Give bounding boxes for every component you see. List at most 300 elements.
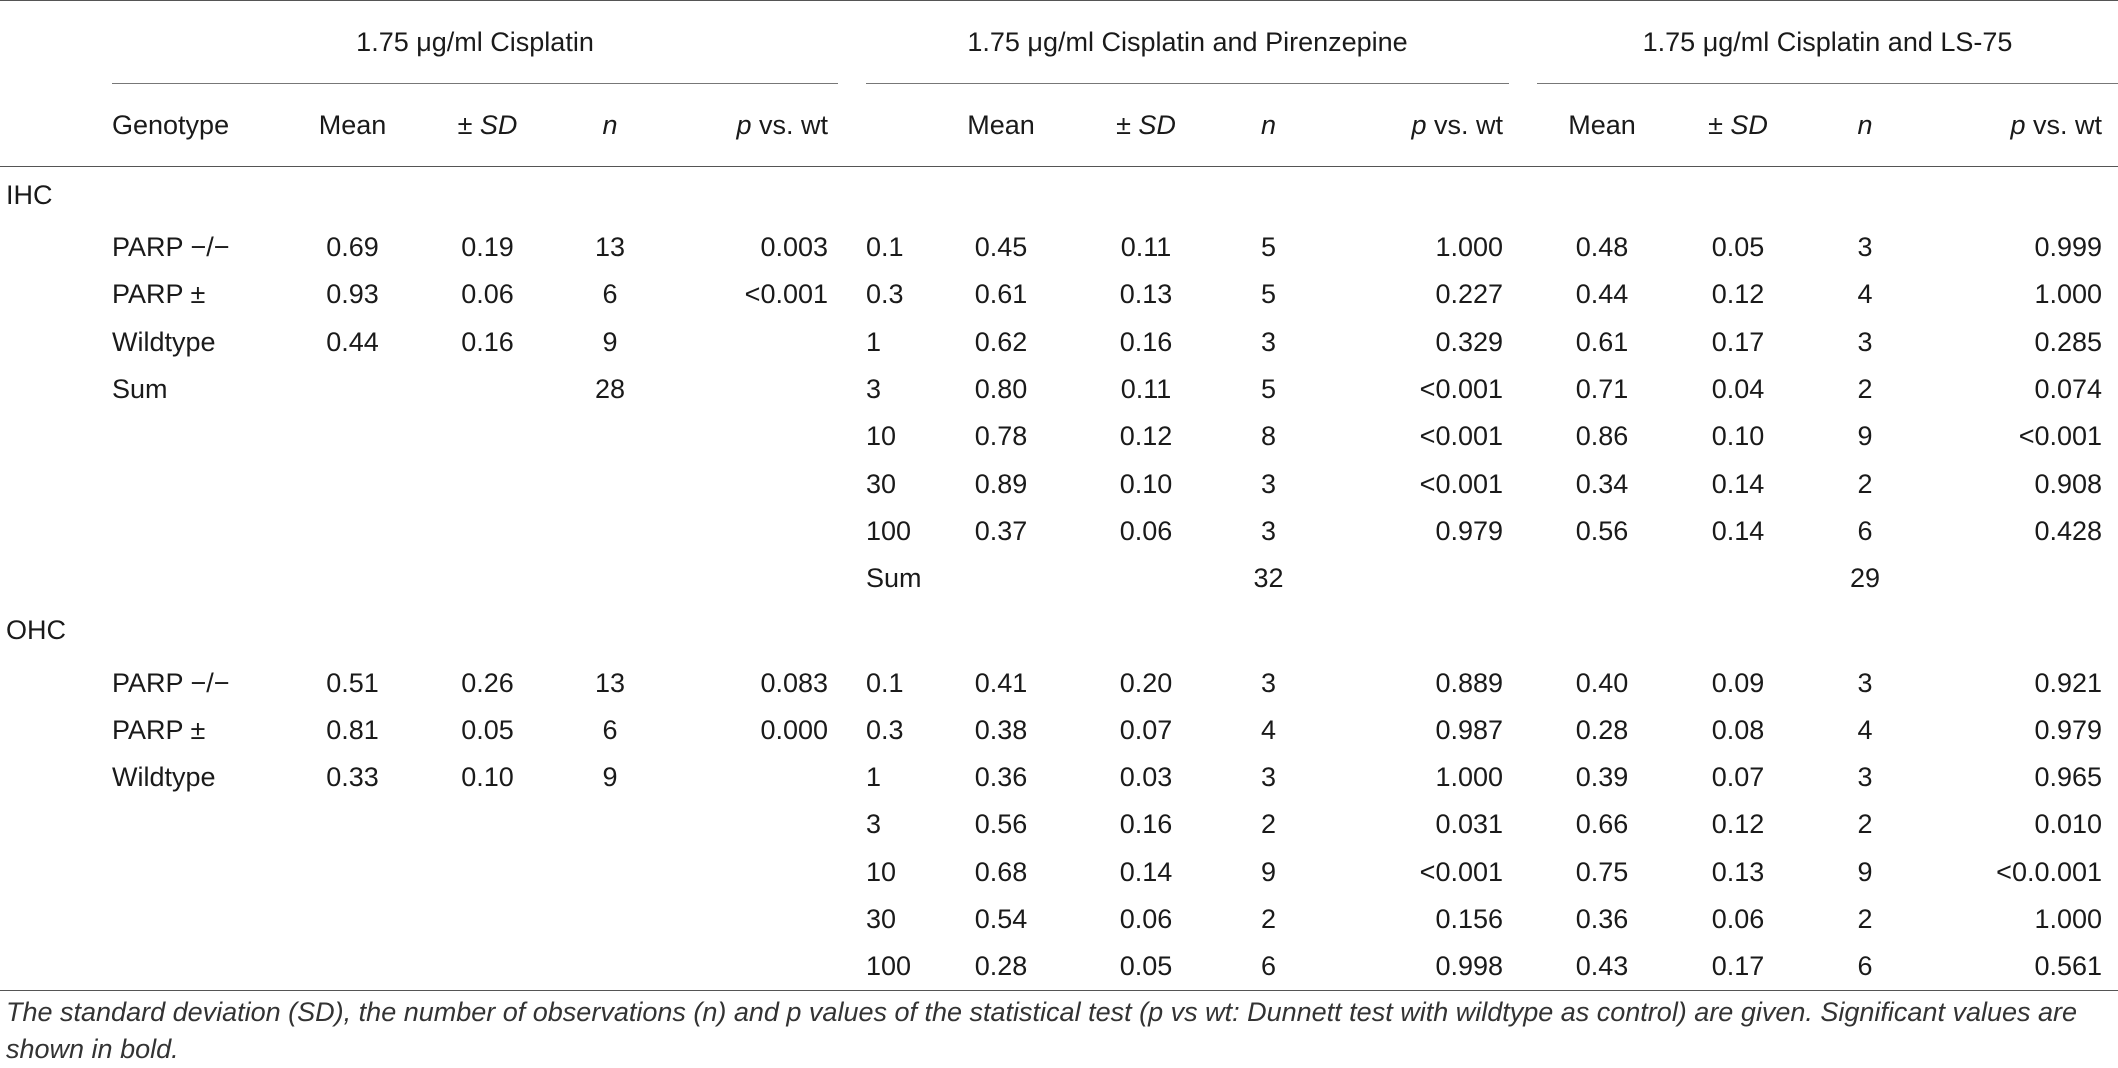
- mean-cell: [290, 460, 415, 507]
- column-gap: [1509, 943, 1537, 991]
- sd-cell: [415, 508, 560, 555]
- ls75-mean-cell: 0.71: [1575, 374, 1629, 405]
- genotype-cell: [112, 555, 290, 602]
- pirenzepine-sd-cell: 0.06: [1119, 904, 1173, 934]
- column-gap: [838, 271, 866, 318]
- pirenzepine-p-value-cell: 0.329: [1435, 326, 1504, 357]
- column-gap: [1509, 224, 1537, 271]
- column-gap: [838, 555, 866, 602]
- mean-cell: 0.81: [326, 714, 379, 745]
- header-vs-wt: vs. wt: [1434, 109, 1504, 140]
- ls75-n-cell: 3: [1857, 762, 1873, 793]
- pirenzepine-sd-cell: 0.14: [1119, 856, 1173, 887]
- concentration-cell: 0.1: [866, 232, 904, 263]
- pirenzepine-sd-cell: 0.11: [1120, 232, 1172, 263]
- row-indent: [0, 508, 112, 555]
- n-cell: 13: [594, 232, 626, 263]
- pirenzepine-n-cell: 5: [1261, 232, 1277, 263]
- pirenzepine-n-cell: 3: [1261, 515, 1277, 546]
- genotype-cell: [112, 801, 290, 848]
- concentration-cell: 0.3: [866, 714, 904, 745]
- p-value-cell: [660, 366, 838, 413]
- header-p-letter: p: [736, 109, 752, 140]
- ls75-sd-cell: 0.12: [1711, 279, 1765, 310]
- ls75-mean-cell: 0.75: [1575, 856, 1629, 887]
- genotype-cell: [112, 943, 290, 991]
- table-row: [0, 271, 2118, 318]
- sd-cell: 0.26: [461, 667, 514, 698]
- column-gap: [1509, 659, 1537, 706]
- n-cell: [560, 413, 660, 460]
- pirenzepine-sd-cell: 0.20: [1119, 667, 1173, 698]
- ls75-mean-cell: 0.66: [1575, 809, 1629, 840]
- ls75-mean-cell: 0.86: [1575, 421, 1629, 452]
- table-row: [0, 508, 2118, 555]
- ls75-n-cell: 2: [1857, 374, 1873, 405]
- pirenzepine-p-value-cell: 0.889: [1435, 667, 1504, 698]
- pirenzepine-sd-cell: 0.06: [1119, 515, 1173, 546]
- genotype-cell: [112, 460, 290, 507]
- ls75-n-cell: 3: [1857, 232, 1873, 263]
- column-gap: [1509, 271, 1537, 318]
- header-n: n: [1261, 109, 1277, 140]
- concentration-cell: 1: [866, 326, 882, 357]
- row-indent: [0, 319, 112, 366]
- column-gap: [838, 224, 866, 271]
- pirenzepine-mean-cell: 0.38: [974, 714, 1028, 745]
- header-n: n: [602, 109, 618, 140]
- genotype-cell: PARP −/−: [112, 232, 230, 263]
- empty-header-cell: [0, 84, 112, 167]
- concentration-cell: 30: [866, 904, 897, 934]
- pirenzepine-n-cell: 8: [1261, 421, 1277, 452]
- ls75-mean-cell: 0.39: [1575, 762, 1629, 793]
- sd-cell: [415, 366, 560, 413]
- table-row: [0, 460, 2118, 507]
- header-sd-prefix: ±: [1708, 109, 1723, 140]
- genotype-cell: PARP ±: [112, 279, 206, 310]
- sd-cell: 0.05: [461, 714, 514, 745]
- pirenzepine-n-cell: 2: [1261, 809, 1277, 840]
- mean-cell: [290, 508, 415, 555]
- sd-cell: 0.10: [461, 762, 514, 793]
- column-gap: [838, 754, 866, 801]
- table-row: [0, 707, 2118, 754]
- header-p: [1321, 84, 1509, 167]
- pirenzepine-sd-cell: 0.07: [1119, 714, 1173, 745]
- pirenzepine-n-cell: 2: [1261, 904, 1277, 934]
- ls75-p-value-cell: 0.979: [2034, 714, 2103, 745]
- pirenzepine-mean-cell: 0.62: [974, 326, 1028, 357]
- p-value-cell: [660, 508, 838, 555]
- ls75-p-value-cell: 0.999: [2034, 232, 2103, 263]
- ls75-sd-cell: 0.05: [1711, 232, 1765, 263]
- pirenzepine-p-value-cell: 0.998: [1321, 943, 1509, 991]
- header-mean: Mean: [1568, 109, 1636, 140]
- pirenzepine-p-value-cell: <0.001: [1419, 421, 1504, 452]
- ls75-mean-cell: [1537, 555, 1667, 602]
- concentration-cell: 100: [866, 943, 926, 991]
- group-gap: [838, 1, 866, 84]
- p-value-cell: [660, 801, 838, 848]
- pirenzepine-mean-cell: 0.28: [926, 943, 1076, 991]
- p-value-cell: [660, 460, 838, 507]
- genotype-cell: [112, 508, 290, 555]
- mean-cell: 0.51: [326, 667, 379, 698]
- p-value-cell: 0.003: [760, 232, 829, 263]
- n-cell: [560, 508, 660, 555]
- n-cell: [560, 555, 660, 602]
- header-p: [660, 84, 838, 167]
- concentration-cell: Sum: [866, 563, 922, 594]
- pirenzepine-p-value-cell: <0.001: [1419, 856, 1504, 887]
- section-label: IHC: [6, 180, 53, 210]
- n-cell: [560, 460, 660, 507]
- mean-cell: [290, 413, 415, 460]
- column-gap: [1509, 896, 1537, 943]
- column-gap: [1509, 413, 1537, 460]
- n-cell: 6: [602, 279, 618, 310]
- ls75-sd-cell: 0.06: [1711, 904, 1765, 934]
- ls75-sd-cell: 0.12: [1711, 809, 1765, 840]
- concentration-cell: 1: [866, 762, 882, 793]
- pirenzepine-n-cell: 9: [1261, 856, 1277, 887]
- section-row-ihc: [0, 167, 2118, 225]
- pirenzepine-n-cell: 3: [1261, 468, 1277, 499]
- header-mean: Mean: [967, 109, 1035, 140]
- ls75-sd-cell: 0.17: [1711, 326, 1765, 357]
- ls75-n-cell: 3: [1857, 326, 1873, 357]
- row-indent: [0, 366, 112, 413]
- sd-cell: [415, 849, 560, 896]
- row-indent: [0, 555, 112, 602]
- header-sd-label: SD: [1730, 109, 1768, 140]
- header-sd: [415, 84, 560, 167]
- concentration-cell: 3: [866, 809, 882, 840]
- ls75-sd-cell: 0.07: [1711, 762, 1765, 793]
- ls75-n-cell: 2: [1857, 468, 1873, 499]
- n-cell: [560, 896, 660, 943]
- column-gap: [1509, 508, 1537, 555]
- ls75-n-cell: 3: [1857, 667, 1873, 698]
- column-gap: [838, 707, 866, 754]
- n-cell: [560, 801, 660, 848]
- ls75-n-cell: 2: [1857, 904, 1873, 934]
- pirenzepine-p-value-cell: <0.001: [1419, 468, 1504, 499]
- sd-cell: [415, 896, 560, 943]
- mean-cell: [290, 896, 415, 943]
- mean-cell: 0.44: [326, 326, 379, 357]
- pirenzepine-mean-cell: 0.61: [974, 279, 1028, 310]
- p-value-cell: 0.083: [760, 667, 829, 698]
- pirenzepine-mean-cell: 0.68: [974, 856, 1028, 887]
- mean-cell: [290, 943, 415, 991]
- header-gap: [1509, 84, 1537, 167]
- pirenzepine-sd-cell: [1076, 555, 1216, 602]
- genotype-cell: Sum: [112, 374, 168, 405]
- column-gap: [838, 460, 866, 507]
- ls75-sd-cell: 0.14: [1711, 515, 1765, 546]
- concentration-cell: 3: [866, 374, 882, 405]
- sd-cell: [415, 413, 560, 460]
- pirenzepine-sd-cell: 0.12: [1119, 421, 1173, 452]
- header-p-letter: p: [1411, 109, 1427, 140]
- header-sd-label: SD: [479, 109, 518, 140]
- mean-cell: 0.93: [326, 279, 379, 310]
- column-gap: [1509, 801, 1537, 848]
- header-sd: [1076, 84, 1216, 167]
- column-header-row: [0, 84, 2118, 167]
- p-value-cell: [660, 896, 838, 943]
- concentration-cell: 0.1: [866, 667, 904, 698]
- mean-cell: 0.33: [326, 762, 379, 793]
- ls75-n-cell: 6: [1857, 515, 1873, 546]
- ls75-p-value-cell: 0.074: [2034, 374, 2103, 405]
- ls75-sd-cell: 0.17: [1667, 943, 1809, 991]
- header-sd-prefix: ±: [457, 109, 473, 140]
- n-cell: 28: [594, 374, 626, 405]
- ls75-n-cell: 4: [1857, 714, 1873, 745]
- n-cell: 13: [594, 667, 626, 698]
- header-gap: [838, 84, 866, 167]
- ls75-sd-cell: 0.10: [1711, 421, 1765, 452]
- ls75-n-cell: 4: [1857, 279, 1873, 310]
- table-row: [0, 319, 2118, 366]
- header-p: [1921, 84, 2118, 167]
- column-gap: [838, 801, 866, 848]
- genotype-cell: [112, 896, 290, 943]
- ls75-mean-cell: 0.61: [1575, 326, 1629, 357]
- column-gap: [1509, 555, 1537, 602]
- ls75-sd-cell: 0.14: [1711, 468, 1765, 499]
- column-gap: [838, 366, 866, 413]
- column-gap: [838, 413, 866, 460]
- row-indent: [0, 707, 112, 754]
- ls75-sd-cell: 0.09: [1711, 667, 1765, 698]
- column-gap: [838, 319, 866, 366]
- pirenzepine-mean-cell: 0.89: [974, 468, 1028, 499]
- column-gap: [1509, 460, 1537, 507]
- p-value-cell: [660, 319, 838, 366]
- pirenzepine-mean-cell: 0.54: [974, 904, 1028, 934]
- mean-cell: [290, 849, 415, 896]
- ls75-mean-cell: 0.43: [1537, 943, 1667, 991]
- ls75-p-value-cell: 1.000: [2034, 904, 2103, 934]
- n-cell: 9: [602, 762, 618, 793]
- column-gap: [838, 659, 866, 706]
- header-conc-empty: [866, 84, 926, 167]
- ls75-sd-cell: [1667, 555, 1809, 602]
- ls75-n-cell: 2: [1857, 809, 1873, 840]
- p-value-cell: [660, 849, 838, 896]
- row-indent: [0, 413, 112, 460]
- pirenzepine-mean-cell: 0.45: [974, 232, 1028, 263]
- pirenzepine-mean-cell: 0.78: [974, 421, 1028, 452]
- ls75-p-value-cell: 0.908: [2034, 468, 2103, 499]
- ls75-mean-cell: 0.40: [1575, 667, 1629, 698]
- genotype-cell: [112, 849, 290, 896]
- pirenzepine-sd-cell: 0.16: [1119, 326, 1173, 357]
- n-cell: [560, 849, 660, 896]
- genotype-cell: Wildtype: [112, 762, 216, 793]
- header-sd-label: SD: [1138, 109, 1176, 140]
- mean-cell: [290, 555, 415, 602]
- p-value-cell: [660, 413, 838, 460]
- pirenzepine-n-cell: 3: [1261, 326, 1277, 357]
- pirenzepine-p-value-cell: 1.000: [1435, 232, 1504, 263]
- row-indent: [0, 849, 112, 896]
- group-header-pirenzepine: 1.75 μg/ml Cisplatin and Pirenzepine: [866, 1, 1509, 84]
- p-value-cell: [660, 754, 838, 801]
- group-header-ls75: 1.75 μg/ml Cisplatin and LS-75: [1537, 1, 2118, 84]
- table-row: [0, 659, 2118, 706]
- section-row-ohc: [0, 602, 2118, 659]
- column-gap: [1509, 754, 1537, 801]
- pirenzepine-p-value-cell: 0.987: [1435, 714, 1504, 745]
- ls75-n-cell: 9: [1857, 856, 1873, 887]
- header-sd: [1667, 84, 1809, 167]
- ls75-p-value-cell: <0.0.001: [1996, 856, 2103, 887]
- header-n: n: [1857, 109, 1873, 140]
- row-indent: [0, 801, 112, 848]
- pirenzepine-mean-cell: 0.80: [974, 374, 1028, 405]
- ls75-p-value-cell: 0.965: [2034, 762, 2103, 793]
- concentration-cell: 100: [866, 515, 912, 546]
- sd-cell: [415, 555, 560, 602]
- column-gap: [838, 896, 866, 943]
- p-value-cell: [660, 555, 838, 602]
- mean-cell: [290, 801, 415, 848]
- header-mean: Mean: [318, 109, 387, 140]
- p-value-cell: <0.001: [744, 279, 829, 310]
- column-gap: [1509, 849, 1537, 896]
- table-row: [0, 943, 2118, 991]
- table-caption: The standard deviation (SD), the number of observations (n) and p values of the statistical test (p vs wt: Dunnett test with wildtype as control) are given. Significant values are shown in bold.: [6, 997, 2078, 1064]
- table-row: [0, 555, 2118, 602]
- sd-cell: [415, 460, 560, 507]
- ls75-p-value-cell: 1.000: [2034, 279, 2103, 310]
- p-value-cell: [660, 943, 838, 991]
- pirenzepine-n-cell: 3: [1261, 762, 1277, 793]
- concentration-cell: 30: [866, 468, 897, 499]
- sd-cell: [415, 801, 560, 848]
- genotype-cell: Wildtype: [112, 326, 216, 357]
- header-sd-prefix: ±: [1116, 109, 1131, 140]
- row-indent: [0, 224, 112, 271]
- pirenzepine-n-cell: 32: [1253, 563, 1284, 594]
- pirenzepine-mean-cell: 0.37: [974, 515, 1028, 546]
- header-genotype: Genotype: [112, 109, 230, 140]
- group-header-cisplatin: 1.75 μg/ml Cisplatin: [112, 1, 838, 84]
- pirenzepine-p-value-cell: [1321, 555, 1509, 602]
- pirenzepine-p-value-cell: 0.031: [1435, 809, 1504, 840]
- pirenzepine-sd-cell: 0.10: [1119, 468, 1173, 499]
- pirenzepine-mean-cell: [926, 555, 1076, 602]
- ls75-mean-cell: 0.28: [1575, 714, 1629, 745]
- ls75-p-value-cell: [1921, 555, 2118, 602]
- concentration-cell: 10: [866, 421, 897, 452]
- corner-cell: [0, 1, 112, 84]
- ls75-sd-cell: 0.04: [1711, 374, 1765, 405]
- pirenzepine-n-cell: 6: [1216, 943, 1321, 991]
- column-gap: [1509, 366, 1537, 413]
- group-gap: [1509, 1, 1537, 84]
- table-row: [0, 224, 2118, 271]
- ls75-mean-cell: 0.36: [1575, 904, 1629, 934]
- header-vs-wt: vs. wt: [759, 109, 829, 140]
- sd-cell: 0.06: [461, 279, 514, 310]
- row-indent: [0, 460, 112, 507]
- pirenzepine-sd-cell: 0.03: [1119, 762, 1173, 793]
- pirenzepine-p-value-cell: 1.000: [1435, 762, 1504, 793]
- sd-cell: [415, 943, 560, 991]
- ls75-mean-cell: 0.34: [1575, 468, 1629, 499]
- table-row: [0, 849, 2118, 896]
- ls75-mean-cell: 0.48: [1575, 232, 1629, 263]
- ls75-n-cell: 9: [1857, 421, 1873, 452]
- table-row: [0, 801, 2118, 848]
- ls75-n-cell: 29: [1849, 563, 1881, 594]
- header-p-letter: p: [2010, 109, 2026, 140]
- row-indent: [0, 754, 112, 801]
- sd-cell: 0.19: [461, 232, 514, 263]
- column-gap: [838, 943, 866, 991]
- pirenzepine-mean-cell: 0.36: [974, 762, 1028, 793]
- ls75-n-cell: 6: [1809, 943, 1921, 991]
- pirenzepine-sd-cell: 0.05: [1076, 943, 1216, 991]
- n-cell: 6: [602, 714, 618, 745]
- ls75-sd-cell: 0.08: [1711, 714, 1765, 745]
- header-vs-wt: vs. wt: [2033, 109, 2103, 140]
- pirenzepine-n-cell: 5: [1261, 374, 1277, 405]
- row-indent: [0, 943, 112, 991]
- pirenzepine-n-cell: 5: [1261, 279, 1277, 310]
- table-row: [0, 896, 2118, 943]
- table-row: [0, 754, 2118, 801]
- pirenzepine-n-cell: 3: [1261, 667, 1277, 698]
- genotype-cell: [112, 413, 290, 460]
- row-indent: [0, 659, 112, 706]
- pirenzepine-mean-cell: 0.41: [974, 667, 1028, 698]
- pirenzepine-p-value-cell: 0.156: [1435, 904, 1504, 934]
- n-cell: 9: [602, 326, 618, 357]
- pirenzepine-p-value-cell: 0.979: [1435, 515, 1504, 546]
- pirenzepine-mean-cell: 0.56: [974, 809, 1028, 840]
- pirenzepine-sd-cell: 0.13: [1119, 279, 1173, 310]
- mean-cell: [290, 366, 415, 413]
- column-gap: [838, 849, 866, 896]
- ls75-p-value-cell: 0.561: [1921, 943, 2118, 991]
- row-indent: [0, 896, 112, 943]
- section-label: OHC: [6, 615, 66, 646]
- ls75-mean-cell: 0.44: [1575, 279, 1629, 310]
- ls75-p-value-cell: 0.010: [2034, 809, 2103, 840]
- concentration-cell: 0.3: [866, 279, 904, 310]
- table-row: [0, 366, 2118, 413]
- ls75-p-value-cell: 0.921: [2034, 667, 2103, 698]
- genotype-cell: PARP ±: [112, 714, 206, 745]
- row-indent: [0, 271, 112, 318]
- genotype-cell: PARP −/−: [112, 667, 230, 698]
- pirenzepine-p-value-cell: 0.227: [1435, 279, 1504, 310]
- ls75-p-value-cell: <0.001: [2018, 421, 2103, 452]
- pirenzepine-p-value-cell: <0.001: [1419, 374, 1504, 405]
- n-cell: [560, 943, 660, 991]
- column-gap: [1509, 707, 1537, 754]
- ls75-p-value-cell: 0.428: [2034, 515, 2103, 546]
- ls75-p-value-cell: 0.285: [2034, 326, 2103, 357]
- pirenzepine-sd-cell: 0.16: [1119, 809, 1173, 840]
